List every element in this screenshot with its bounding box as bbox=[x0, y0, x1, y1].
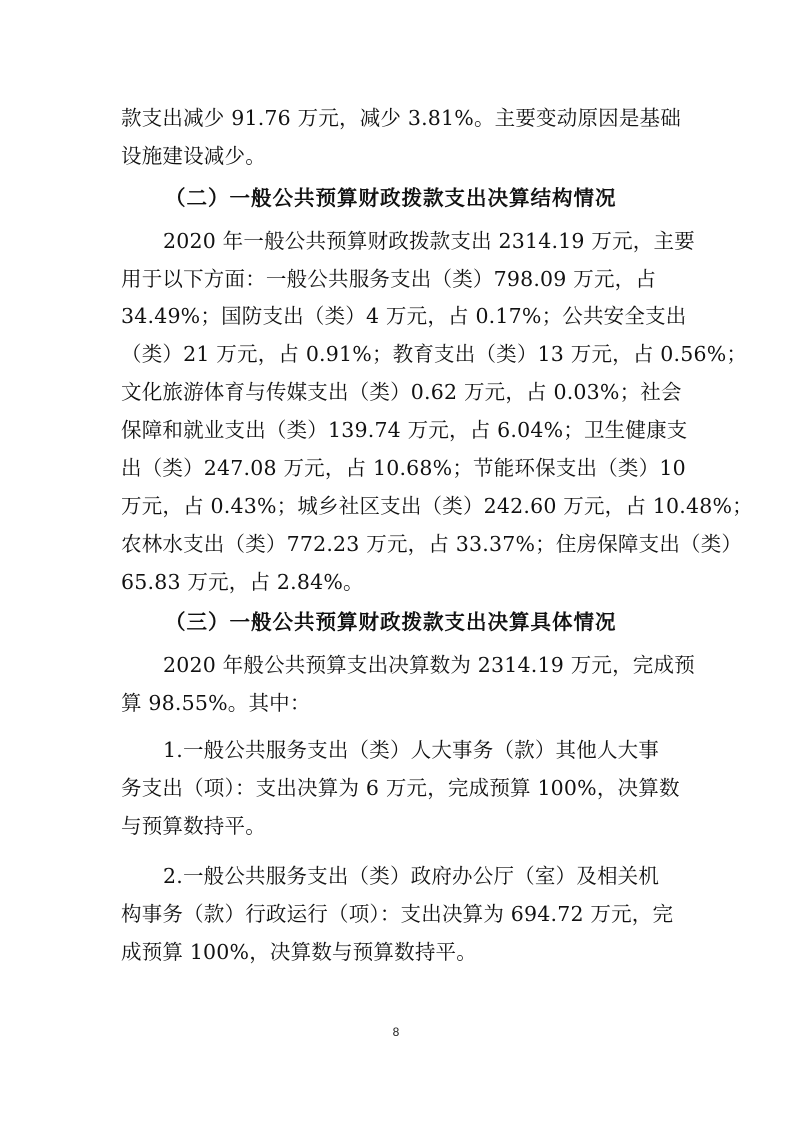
list-item-line: 构事务（款）行政运行（项）：支出决算为 694.72 万元，完 bbox=[121, 902, 674, 926]
section-heading-2: （二）一般公共预算财政拨款支出决算结构情况 bbox=[165, 186, 617, 210]
paragraph-line: 保障和就业支出（类）139.74 万元，占 6.04%；卫生健康支 bbox=[121, 418, 688, 442]
paragraph-line: 农林水支出（类）772.23 万元，占 33.37%；住房保障支出（类） bbox=[121, 532, 743, 556]
list-item-line: 与预算数持平。 bbox=[121, 814, 266, 838]
paragraph-line: 34.49%；国防支出（类）4 万元，占 0.17%；公共安全支出 bbox=[121, 304, 687, 328]
paragraph-line: 算 98.55%。其中： bbox=[121, 691, 311, 715]
paragraph-line: （类）21 万元，占 0.91%；教育支出（类）13 万元，占 0.56%； bbox=[121, 342, 748, 366]
page-number: 8 bbox=[392, 1025, 400, 1039]
paragraph-line: 设施建设减少。 bbox=[121, 144, 266, 168]
paragraph-line: 出（类）247.08 万元，占 10.68%；节能环保支出（类）10 bbox=[121, 456, 686, 480]
list-item-line: 务支出（项）：支出决算为 6 万元，完成预算 100%，决算数 bbox=[121, 776, 680, 800]
list-item-line: 成预算 100%，决算数与预算数持平。 bbox=[121, 940, 477, 964]
paragraph-line: 65.83 万元，占 2.84%。 bbox=[121, 570, 364, 594]
paragraph-line: 2020 年般公共预算支出决算数为 2314.19 万元，完成预 bbox=[163, 653, 695, 677]
paragraph-line: 文化旅游体育与传媒支出（类）0.62 万元，占 0.03%；社会 bbox=[121, 380, 682, 404]
list-item-line: 2.一般公共服务支出（类）政府办公厅（室）及相关机 bbox=[163, 864, 660, 888]
paragraph-line: 万元，占 0.43%；城乡社区支出（类）242.60 万元，占 10.48%； bbox=[121, 494, 753, 518]
paragraph-line: 用于以下方面：一般公共服务支出（类）798.09 万元，占 bbox=[121, 267, 657, 291]
paragraph-line: 款支出减少 91.76 万元，减少 3.81%。主要变动原因是基础 bbox=[121, 106, 681, 130]
paragraph-line: 2020 年一般公共预算财政拨款支出 2314.19 万元，主要 bbox=[163, 229, 695, 253]
section-heading-3: （三）一般公共预算财政拨款支出决算具体情况 bbox=[165, 610, 617, 634]
list-item-line: 1.一般公共服务支出（类）人大事务（款）其他人大事 bbox=[163, 738, 660, 762]
